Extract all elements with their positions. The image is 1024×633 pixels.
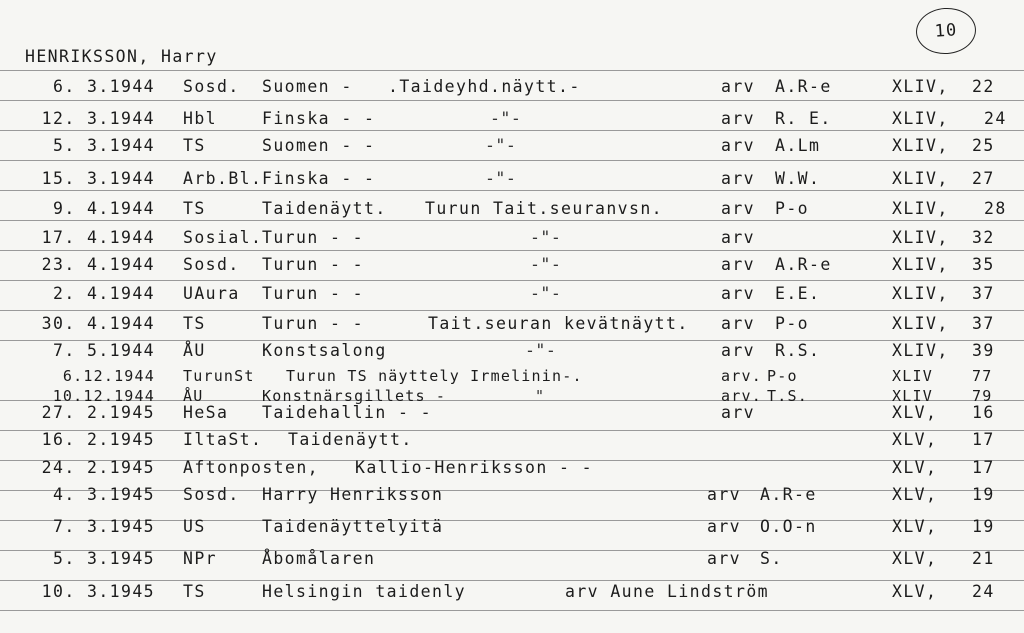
ruled-line [0,160,1024,161]
entry-paper: TS [183,582,206,601]
entry-date: 30. 4.1944 [41,314,155,333]
entry-date: 5. 3.1944 [52,136,155,155]
entry-arv: arv [721,136,756,155]
entry-critic: P-o [775,314,810,333]
entry-page: 37 [972,284,995,303]
entry-title: Taidenäyttelyitä [262,517,444,536]
entry-volume: XLV, [892,582,938,601]
entry-critic: O.O-n [760,517,817,536]
entry-volume: XLIV, [892,228,949,247]
entry-page: 77 [972,367,993,385]
entry-arv: arv [707,549,742,568]
entry-critic: R.S. [775,341,821,360]
ruled-line [0,310,1024,311]
entry-page: 24 [972,582,995,601]
entry-page: 22 [972,77,995,96]
entry-paper: TS [183,199,206,218]
entry-note: -"- [490,109,522,128]
entry-critic: T.S. [767,387,808,405]
entry-critic: W.W. [775,169,821,188]
entry-arv: arv [721,109,756,128]
entry-note: arv Aune Lindström [565,582,770,601]
entry-title: Konstsalong [262,341,387,360]
entry-paper: Hbl [183,109,218,128]
entry-volume: XLIV, [892,341,949,360]
entry-title: Taidehallin - - [262,403,433,422]
entry-volume: XLIV, [892,255,949,274]
entry-note: -"- [485,136,517,155]
entry-volume: XLV, [892,403,938,422]
entry-critic: A.R-e [775,77,832,96]
entry-date: 23. 4.1944 [41,255,155,274]
entry-volume: XLIV, [892,284,949,303]
entry-volume: XLIV [892,367,933,385]
entry-critic: R. E. [775,109,832,128]
entry-arv: arv [721,255,756,274]
entry-arv: arv [721,403,756,422]
entry-arv: arv [721,77,756,96]
entry-arv: arv [707,485,742,504]
entry-volume: XLIV, [892,136,949,155]
entry-paper: TurunSt [183,367,255,385]
entry-arv: arv [721,284,756,303]
entry-paper: UAura [183,284,240,303]
card-number: 10 [914,6,977,56]
entry-paper: HeSa [183,403,229,422]
entry-note: -"- [530,255,562,274]
entry-arv: arv [721,228,756,247]
entry-date: 10.12.1944 [52,387,155,405]
entry-paper: TS [183,136,206,155]
entry-critic: A.Lm [775,136,821,155]
entry-arv: arv [707,517,742,536]
ruled-line [0,610,1024,611]
entry-volume: XLV, [892,458,938,477]
entry-date: 17. 4.1944 [41,228,155,247]
entry-note: .Taideyhd.näytt.- [388,77,581,96]
entry-date: 24. 2.1945 [41,458,155,477]
entry-title: Turun - - [262,255,365,274]
entry-date: 2. 4.1944 [52,284,155,303]
entry-volume: XLIV, [892,314,949,333]
entry-paper: Sosd. [183,77,240,96]
entry-paper: ÅU [183,341,206,360]
entry-volume: XLIV, [892,199,949,218]
entry-critic: P-o [767,367,798,385]
entry-page: 25 [972,136,995,155]
entry-title: Turun - - [262,284,365,303]
entry-title: Harry Henriksson [262,485,444,504]
entry-paper: Arb.Bl. [183,169,263,188]
entry-date: 7. 5.1944 [52,341,155,360]
entry-date: 6.12.1944 [62,367,155,385]
entry-volume: XLIV, [892,109,949,128]
entry-paper: Sosial. [183,228,263,247]
entry-critic: P-o [775,199,810,218]
entry-note: -"- [530,228,562,247]
ruled-line [0,190,1024,191]
entry-title: Åbomålaren [262,549,376,568]
entry-volume: XLV, [892,430,938,449]
entry-date: 27. 2.1945 [41,403,155,422]
entry-page: 19 [972,485,995,504]
entry-arv: arv. [721,367,762,385]
entry-arv: arv [721,314,756,333]
entry-page: 21 [972,549,995,568]
entry-title: Taidenäytt. [262,199,387,218]
entry-page: 17 [972,458,995,477]
entry-page: 32 [972,228,995,247]
entry-paper: Sosd. [183,485,240,504]
entry-title: Taidenäytt. [288,430,413,449]
entry-title: Finska - - [262,109,376,128]
entry-title: Konstnärsgillets - [262,387,447,405]
entry-note: -"- [530,284,562,303]
entry-paper: Sosd. [183,255,240,274]
entry-critic: S. [760,549,783,568]
entry-note: -"- [485,169,517,188]
entry-paper: ÅU [183,387,204,405]
entry-note: Tait.seuran kevätnäytt. [428,314,689,333]
entry-page: 37 [972,314,995,333]
entry-note: Turun Tait.seuranvsn. [425,199,664,218]
entry-page: 35 [972,255,995,274]
entry-page: 16 [972,403,995,422]
entry-date: 15. 3.1944 [41,169,155,188]
entry-date: 5. 3.1945 [52,549,155,568]
entry-title: Suomen - [262,77,353,96]
entry-page: 39 [972,341,995,360]
entry-arv: arv [721,341,756,360]
entry-date: 16. 2.1945 [41,430,155,449]
entry-date: 10. 3.1945 [41,582,155,601]
entry-title: Turun - - [262,314,365,333]
ruled-line [0,220,1024,221]
entry-title: Suomen - - [262,136,376,155]
entry-title: Helsingin taidenly [262,582,467,601]
entry-arv: arv [721,199,756,218]
entry-critic: A.R-e [760,485,817,504]
entry-title: Finska - - [262,169,376,188]
entry-page: 17 [972,430,995,449]
entry-volume: XLIV, [892,169,949,188]
entry-paper: IltaSt. [183,430,263,449]
entry-title: Kallio-Henriksson - - [355,458,594,477]
entry-page: 28 [984,199,1007,218]
entry-note: -"- [525,341,557,360]
entry-title: Turun - - [262,228,365,247]
entry-paper: Aftonposten, [183,458,320,477]
entry-date: 6. 3.1944 [52,77,155,96]
entry-volume: XLV, [892,549,938,568]
entry-date: 12. 3.1944 [41,109,155,128]
entry-date: 9. 4.1944 [52,199,155,218]
entry-date: 7. 3.1945 [52,517,155,536]
entry-volume: XLIV, [892,77,949,96]
entry-page: 19 [972,517,995,536]
entry-note: " [535,387,545,405]
entry-paper: TS [183,314,206,333]
entry-page: 24 [984,109,1007,128]
card-heading: HENRIKSSON, Harry [25,47,218,66]
entry-page: 27 [972,169,995,188]
entry-arv: arv. [721,387,762,405]
entry-volume: XLV, [892,485,938,504]
entry-critic: A.R-e [775,255,832,274]
entry-arv: arv [721,169,756,188]
entry-title: Turun TS näyttely Irmelinin-. [286,367,583,385]
entry-date: 4. 3.1945 [52,485,155,504]
ruled-line [0,130,1024,131]
entry-page: 79 [972,387,993,405]
ruled-line [0,250,1024,251]
entry-paper: NPr [183,549,218,568]
entry-critic: E.E. [775,284,821,303]
ruled-line [0,280,1024,281]
entry-paper: US [183,517,206,536]
ruled-line [0,580,1024,581]
entry-volume: XLV, [892,517,938,536]
ruled-line [0,100,1024,101]
entry-volume: XLIV [892,387,933,405]
ruled-line [0,70,1024,71]
